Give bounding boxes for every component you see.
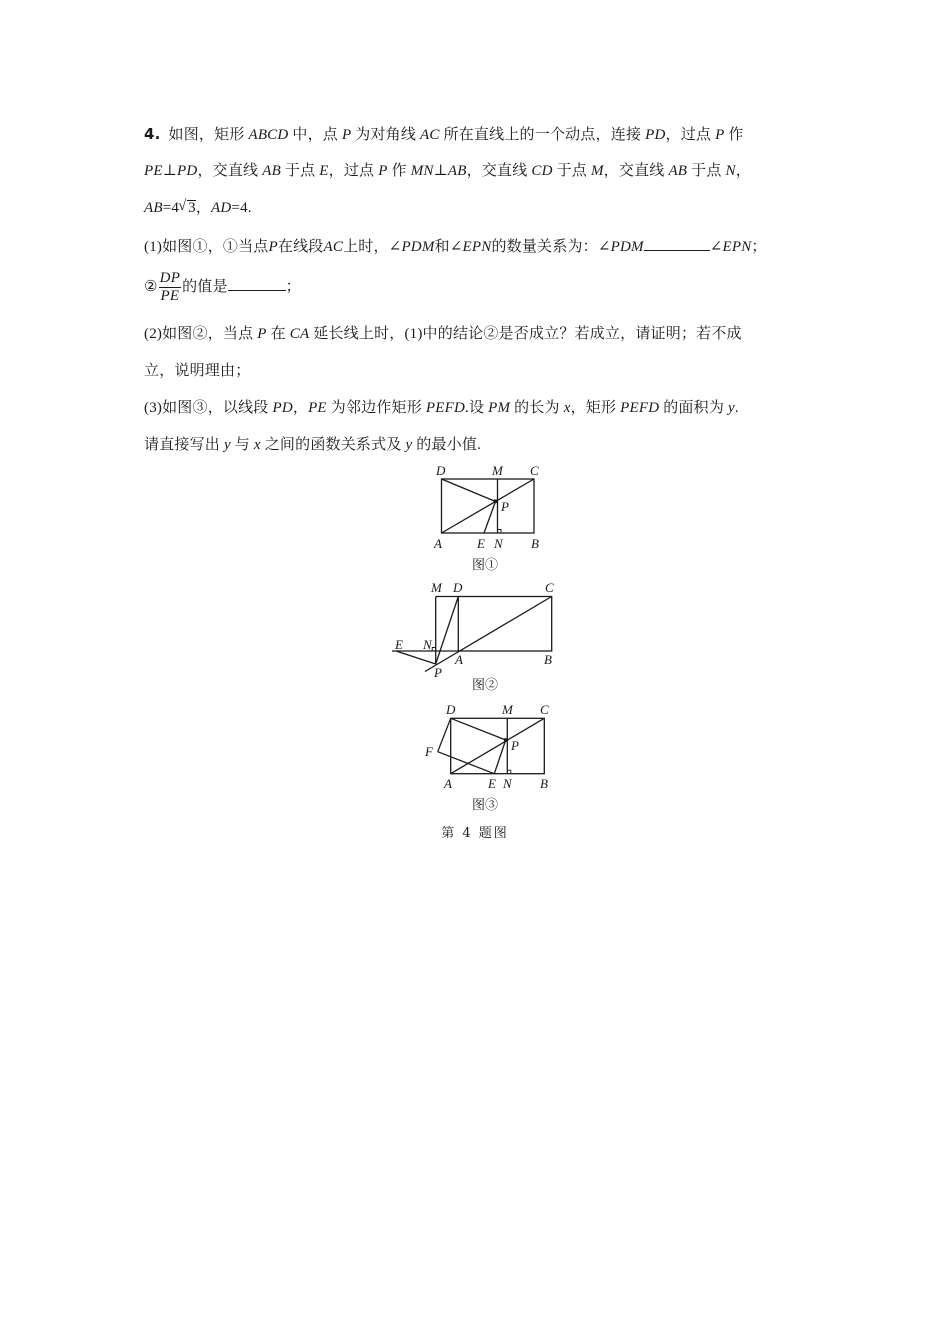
text: 为邻边作矩形 [326,400,426,416]
label-b: B [540,776,548,791]
math-var: PE [308,400,327,416]
math-var: MN [410,163,434,179]
math-var: PD [272,400,293,416]
text: =4. [231,200,252,216]
math-var: P [715,127,725,143]
math-var: M [590,163,604,179]
label-p: P [501,499,509,514]
text: ，交直线 [603,163,669,179]
text: 为对角线 [351,127,421,143]
math-var: PEFD [620,400,660,416]
text: 的数量关系为：∠ [491,239,611,255]
text: ，交直线 [466,163,532,179]
text: ，过点 [328,163,379,179]
math-var: y [405,437,413,453]
text: 之间的函数关系式及 [260,437,406,453]
math-var: PDM [401,239,435,255]
text: . [734,400,739,416]
overall-figure-caption: 第 4 题图 [441,826,509,841]
label-f: F [425,744,433,759]
text: (1)如图①，①当点 [144,239,269,255]
math-var: PE [144,163,163,179]
label-p: P [511,738,519,753]
math-var: PD [177,163,198,179]
text: 作 [724,127,744,143]
question-number: 4. [144,125,161,143]
math-var: AB [447,163,467,179]
math-var: EPN [462,239,492,255]
label-n: N [503,776,512,791]
text: 请直接写出 [144,437,224,453]
text: 于点 [280,163,320,179]
text: =4 [162,200,180,216]
math-var: N [725,163,736,179]
math-var: PD [645,127,666,143]
circled-number: ② [144,279,158,295]
text: ，过点 [665,127,716,143]
fraction-denominator: PE [160,288,180,305]
text: 延长线上时，(1)中的结论②是否成立？若成立，请证明；若不成 [309,326,742,342]
label-e: E [488,776,496,791]
math-var: CA [289,326,310,342]
text: 所在直线上的一个动点，连接 [439,127,646,143]
label-d: D [453,580,463,595]
sqrt-radicand: 3 [188,200,196,216]
text: 作 [387,163,411,179]
figure-3-diagram [438,718,545,773]
label-c: C [540,702,549,717]
math-var: P [341,127,352,143]
math-var: P [268,239,278,255]
math-var: EPN [722,239,752,255]
text: ； [751,239,767,255]
math-var: x [563,400,571,416]
text: (2)如图②，当点 [144,326,258,342]
text: 的值是 [182,279,228,295]
figure-1-diagram [442,479,535,533]
math-var: E [319,163,329,179]
math-var: AB [668,163,688,179]
text: 中，点 [288,127,342,143]
text: 如图，矩形 [168,127,249,143]
perp-symbol: ⊥ [433,163,448,179]
text: ，矩形 [570,400,621,416]
text: 和∠ [434,239,463,255]
label-a: A [455,652,463,667]
label-e: E [395,637,403,652]
text: ，交直线 [197,163,263,179]
label-a: A [434,536,442,551]
perp-symbol: ⊥ [162,163,178,179]
label-e: E [477,536,485,551]
text: 在线段 [277,239,324,255]
label-b: B [531,536,539,551]
text: ； [285,279,301,295]
text: ， [292,400,309,416]
text: .设 [465,400,489,416]
math-var: P [378,163,388,179]
fraction-numerator: DP [159,270,181,287]
label-a: A [444,776,452,791]
label-n: N [494,536,503,551]
label-p: P [434,665,442,680]
text: ， [735,163,751,179]
text: 的最小值. [412,437,482,453]
figure-3-caption: 图③ [472,798,499,813]
text: 立，说明理由； [144,363,251,379]
figure-2-caption: 图② [472,678,499,693]
math-var: ABCD [248,127,289,143]
math-var: x [253,437,261,453]
math-var: AC [323,239,344,255]
math-var: PM [488,400,511,416]
text: 于点 [687,163,726,179]
math-var: AB [144,200,163,216]
text: 与 [230,437,254,453]
math-var: AB [262,163,281,179]
label-m: M [431,580,442,595]
math-var: AD [211,200,232,216]
math-var: CD [531,163,553,179]
label-m: M [492,463,503,478]
text: 在 [266,326,290,342]
figure-1-caption: 图① [472,558,499,573]
text: 上时，∠ [343,239,402,255]
math-var: y [223,437,231,453]
label-n: N [423,637,432,652]
math-var: P [257,326,267,342]
text: 于点 [552,163,591,179]
text: ， [195,200,212,216]
text: 的长为 [510,400,564,416]
label-m: M [502,702,513,717]
label-d: D [436,463,446,478]
math-var: AC [420,127,440,143]
label-c: C [545,580,554,595]
angle-symbol: ∠ [709,239,723,255]
label-b: B [544,652,552,667]
text: (3)如图③，以线段 [144,400,273,416]
text: 的面积为 [659,400,728,416]
math-var: y [727,400,735,416]
math-var: PEFD [425,400,466,416]
label-c: C [530,463,539,478]
figure-2-diagram [392,597,552,672]
label-d: D [446,702,456,717]
math-var: PDM [610,239,644,255]
